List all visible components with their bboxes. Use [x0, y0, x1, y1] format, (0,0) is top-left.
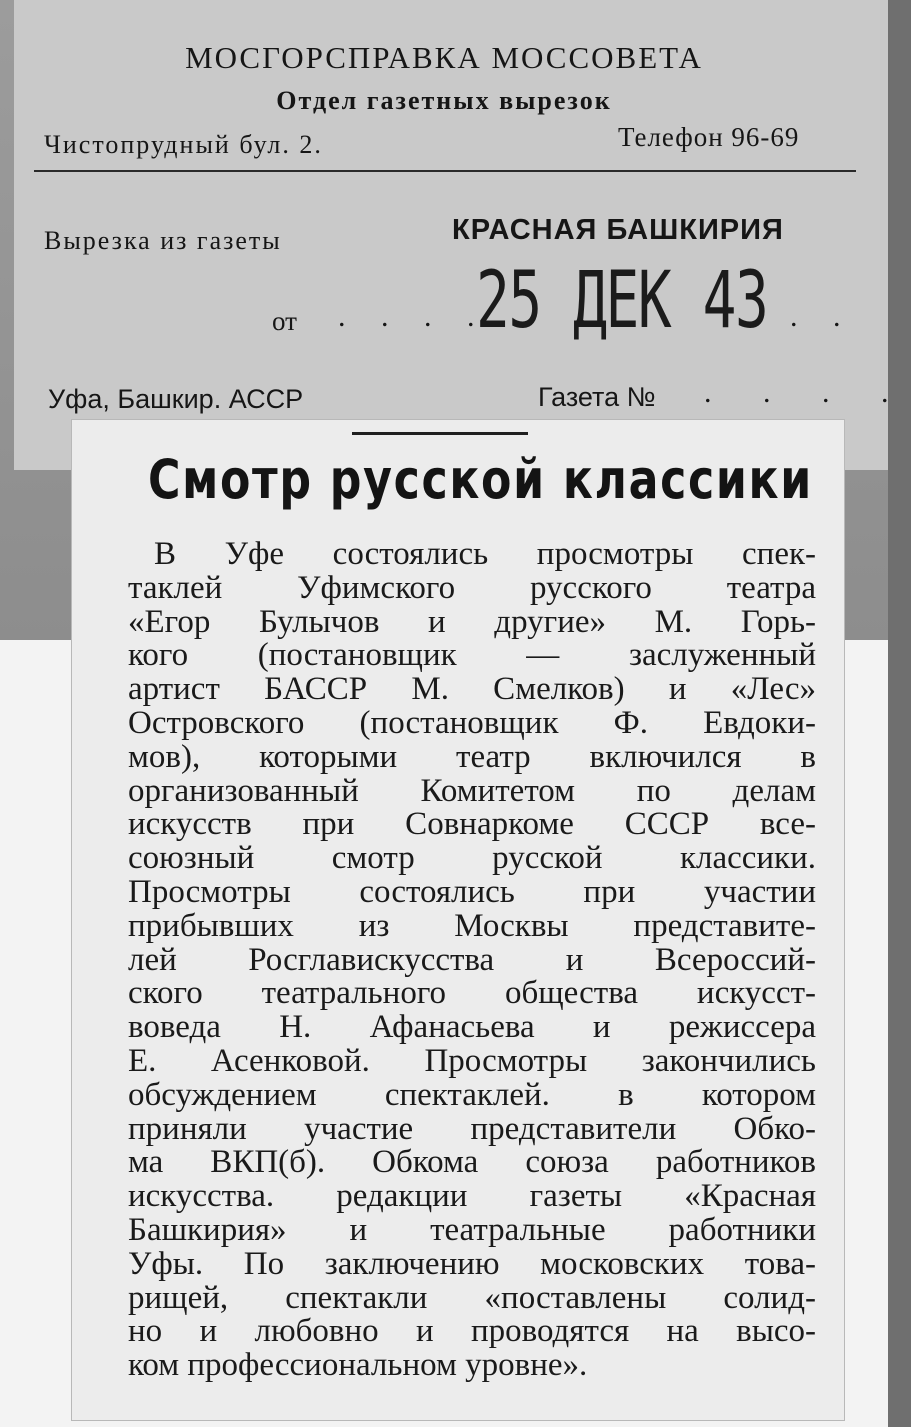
article-line: обсуждением спектаклей. в котором [128, 1077, 816, 1113]
paper-number-label: Газета № [538, 382, 656, 412]
article-line: искусств при Совнаркоме СССР все- [128, 806, 816, 842]
article-line: союзный смотр русской классики. [128, 840, 816, 876]
address: Чистопрудный бул. 2. [44, 130, 323, 159]
clip-label: Вырезка из газеты [44, 226, 282, 255]
clipping-top-rule [352, 432, 528, 435]
article-line: Уфы. По заключению московских това- [128, 1246, 816, 1282]
date-dots-after: . . [790, 300, 855, 333]
phone-number: Телефон 96-69 [618, 122, 800, 152]
article-line: прибывших из Москвы представите- [128, 908, 816, 944]
date-from-label: от [272, 306, 297, 336]
article-line: В Уфе состоялись просмотры спек- [154, 536, 816, 572]
article-line: ком профессиональном уровне». [128, 1347, 588, 1383]
article-line: кого (постановщик — заслуженный [128, 637, 816, 673]
article-line: Башкирия» и театральные работники [128, 1212, 816, 1248]
article-line: ского театрального общества искусст- [128, 975, 816, 1011]
organization-title: МОСГОРСПРАВКА МОССОВЕТА [185, 40, 703, 75]
article-headline: Смотр русской классики [148, 448, 813, 511]
article-line: Просмотры состоялись при участии [128, 874, 816, 910]
article-line: рищей, спектакли «поставлены солид- [128, 1280, 816, 1316]
article-line: мов), которыми театр включился в [128, 739, 816, 775]
article-line: лей Росглавискусства и Всероссий- [128, 942, 816, 978]
article-line: организованный Комитетом по делам [128, 773, 816, 809]
city: Уфа, Башкир. АССР [48, 384, 304, 414]
newspaper-name: КРАСНАЯ БАШКИРИЯ [452, 214, 784, 246]
article-line: приняли участие представители Обко- [128, 1111, 816, 1147]
article-line: «Егор Булычов и другие» М. Горь- [128, 604, 816, 640]
date-dots-before: . . . . [338, 300, 489, 333]
article-line: ма ВКП(б). Обкома союза работников [128, 1144, 816, 1180]
date-stamp: 25 ДЕК 43 [476, 256, 768, 346]
article-line: воведа Н. Афанасьева и режиссера [128, 1009, 816, 1045]
article-line: но и любовно и проводятся на высо- [128, 1313, 816, 1349]
article-line: Островского (постановщик Ф. Евдоки- [128, 705, 816, 741]
header-divider [34, 170, 856, 172]
paper-number-dots: . . . . [704, 376, 911, 409]
article-line: артист БАССР М. Смелков) и «Лес» [128, 671, 816, 707]
article-line: искусства. редакции газеты «Красная [128, 1178, 816, 1214]
article-line: Е. Асенковой. Просмотры закончились [128, 1043, 816, 1079]
article-line: таклей Уфимского русского театра [128, 570, 816, 606]
department-title: Отдел газетных вырезок [276, 86, 612, 115]
